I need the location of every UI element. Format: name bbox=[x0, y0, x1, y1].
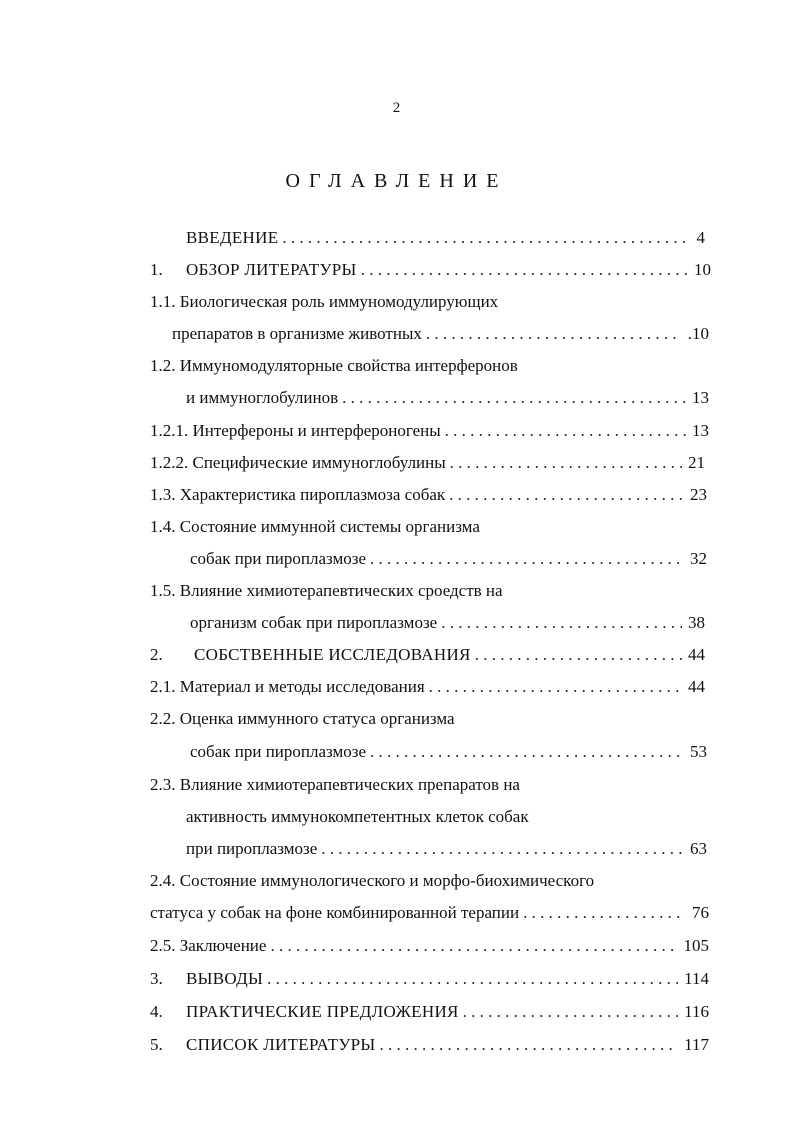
toc-entry-title: ВВЕДЕНИЕ bbox=[186, 228, 279, 247]
page-number: 2 bbox=[392, 100, 401, 116]
toc-page-number: 38 bbox=[688, 613, 705, 632]
toc-title: ОГЛАВЛЕНИЕ bbox=[285, 170, 508, 192]
toc-entry-title: 1.2.1. Интерфероны и интерфероногены bbox=[150, 421, 441, 440]
toc-entry-title: 1.4. Состояние иммунной системы организма bbox=[150, 517, 480, 536]
toc-entry-title: 2.3. Влияние химиотерапевтических препаратов на bbox=[150, 775, 520, 794]
toc-entry-1-5-line1 bbox=[150, 578, 733, 604]
toc-entry-1-2-line1 bbox=[150, 353, 733, 379]
toc-entry-2-2-line1 bbox=[150, 706, 733, 732]
toc-page-number: 117 bbox=[684, 1035, 709, 1054]
toc-entry-title: 1.1. Биологическая роль иммуномодулирующих bbox=[150, 292, 499, 311]
dot-leader bbox=[338, 385, 686, 411]
dot-leader bbox=[263, 966, 678, 992]
toc-entry-2-3 bbox=[186, 836, 707, 862]
dot-leader bbox=[266, 933, 677, 959]
toc-page-number: 63 bbox=[690, 839, 707, 858]
toc-entry-1-2-1 bbox=[150, 418, 709, 444]
toc-entry-title: 2.5. Заключение bbox=[150, 936, 267, 955]
toc-page-number: .10 bbox=[687, 324, 709, 343]
dot-leader bbox=[422, 321, 682, 347]
toc-entry-title-continued: собак при пироплазмозе bbox=[190, 742, 367, 761]
toc-entry-title: СОБСТВЕННЫЕ ИССЛЕДОВАНИЯ bbox=[194, 645, 471, 664]
toc-entry-title-continued: препаратов в организме животных bbox=[172, 324, 422, 343]
toc-entry-title: ВЫВОДЫ bbox=[186, 969, 264, 988]
toc-entry-title-continued: и иммуноглобулинов bbox=[186, 388, 339, 407]
toc-entry-title: 2.2. Оценка иммунного статуса организма bbox=[150, 709, 455, 728]
toc-entry-chapter-5 bbox=[150, 1032, 709, 1058]
toc-chapter-number: 5. bbox=[150, 1035, 163, 1054]
toc-entry-title: 2.4. Состояние иммунологического и морфо-биохимического bbox=[150, 871, 595, 890]
toc-entry-2-1 bbox=[150, 674, 705, 700]
toc-entry-chapter-2 bbox=[150, 642, 705, 668]
toc-entry-2-4-line1 bbox=[150, 868, 743, 894]
toc-entry-title-continued: при пироплазмозе bbox=[186, 839, 318, 858]
dot-leader bbox=[366, 739, 684, 765]
dot-leader bbox=[519, 900, 686, 926]
dot-leader bbox=[425, 674, 682, 700]
dot-leader bbox=[317, 836, 684, 862]
toc-entry-title: 1.3. Характеристика пироплазмоза собак bbox=[150, 485, 446, 504]
toc-entry-2-3-line2 bbox=[186, 804, 733, 830]
toc-page-number: 23 bbox=[690, 485, 707, 504]
toc-page-number: 114 bbox=[684, 969, 709, 988]
toc-chapter-number: 1. bbox=[150, 260, 163, 279]
toc-entry-1-3 bbox=[150, 482, 707, 508]
dot-leader bbox=[446, 450, 682, 476]
toc-page-number: 76 bbox=[692, 903, 709, 922]
toc-entry-title-continued: организм собак при пироплазмозе bbox=[190, 613, 438, 632]
toc-entry-title: ПРАКТИЧЕСКИЕ ПРЕДЛОЖЕНИЯ bbox=[186, 1002, 459, 1021]
toc-entry-title: 1.2. Иммуномодуляторные свойства интерферонов bbox=[150, 356, 518, 375]
toc-entry-1-2 bbox=[186, 385, 709, 411]
dot-leader bbox=[459, 999, 678, 1025]
toc-chapter-number: 2. bbox=[150, 645, 163, 664]
toc-entry-1-4 bbox=[190, 546, 707, 572]
toc-entry-title-continued: активность иммунокомпетентных клеток собак bbox=[186, 807, 529, 826]
dot-leader bbox=[445, 482, 684, 508]
toc-entry-chapter-4 bbox=[150, 999, 709, 1025]
toc-page-number: 116 bbox=[684, 1002, 709, 1021]
dot-leader bbox=[278, 225, 690, 251]
toc-page-number: 13 bbox=[692, 421, 709, 440]
toc-entry-intro bbox=[186, 225, 705, 251]
toc-page-number: 10 bbox=[694, 260, 711, 279]
toc-page-number: 44 bbox=[688, 645, 705, 664]
toc-entry-2-4 bbox=[150, 900, 709, 926]
dot-leader bbox=[437, 610, 682, 636]
toc-page-number: 21 bbox=[688, 453, 705, 472]
toc-entry-chapter-1 bbox=[150, 257, 711, 283]
toc-page-number: 4 bbox=[696, 228, 705, 247]
toc-entry-1-4-line1 bbox=[150, 514, 733, 540]
dot-leader bbox=[471, 642, 682, 668]
toc-entry-title: 1.5. Влияние химиотерапевтических сроедств на bbox=[150, 581, 503, 600]
toc-entry-title: ОБЗОР ЛИТЕРАТУРЫ bbox=[186, 260, 357, 279]
dot-leader bbox=[366, 546, 684, 572]
dot-leader bbox=[357, 257, 688, 283]
toc-entry-title: 2.1. Материал и методы исследования bbox=[150, 677, 425, 696]
toc-entry-chapter-3 bbox=[150, 966, 709, 992]
toc-chapter-number: 4. bbox=[150, 1002, 163, 1021]
toc-entry-title: 1.2.2. Специфические иммуноглобулины bbox=[150, 453, 446, 472]
toc-chapter-number: 3. bbox=[150, 969, 163, 988]
toc-entry-title-continued: собак при пироплазмозе bbox=[190, 549, 367, 568]
dot-leader bbox=[441, 418, 686, 444]
toc-page-number: 105 bbox=[683, 936, 709, 955]
toc-entry-2-5 bbox=[150, 933, 709, 959]
toc-entry-2-2 bbox=[190, 739, 707, 765]
toc-entry-1-5 bbox=[190, 610, 705, 636]
toc-page-number: 13 bbox=[692, 388, 709, 407]
toc-page-number: 32 bbox=[690, 549, 707, 568]
toc-entry-1-1-line1 bbox=[150, 289, 733, 315]
toc-page-number: 44 bbox=[688, 677, 705, 696]
toc-entry-title-continued: статуса у собак на фоне комбинированной терапии bbox=[150, 903, 520, 922]
toc-entry-title: СПИСОК ЛИТЕРАТУРЫ bbox=[186, 1035, 376, 1054]
dot-leader bbox=[376, 1032, 679, 1058]
toc-page-number: 53 bbox=[690, 742, 707, 761]
toc-entry-2-3-line1 bbox=[150, 772, 733, 798]
toc-entry-1-2-2 bbox=[150, 450, 705, 476]
toc-entry-1-1 bbox=[172, 321, 709, 347]
